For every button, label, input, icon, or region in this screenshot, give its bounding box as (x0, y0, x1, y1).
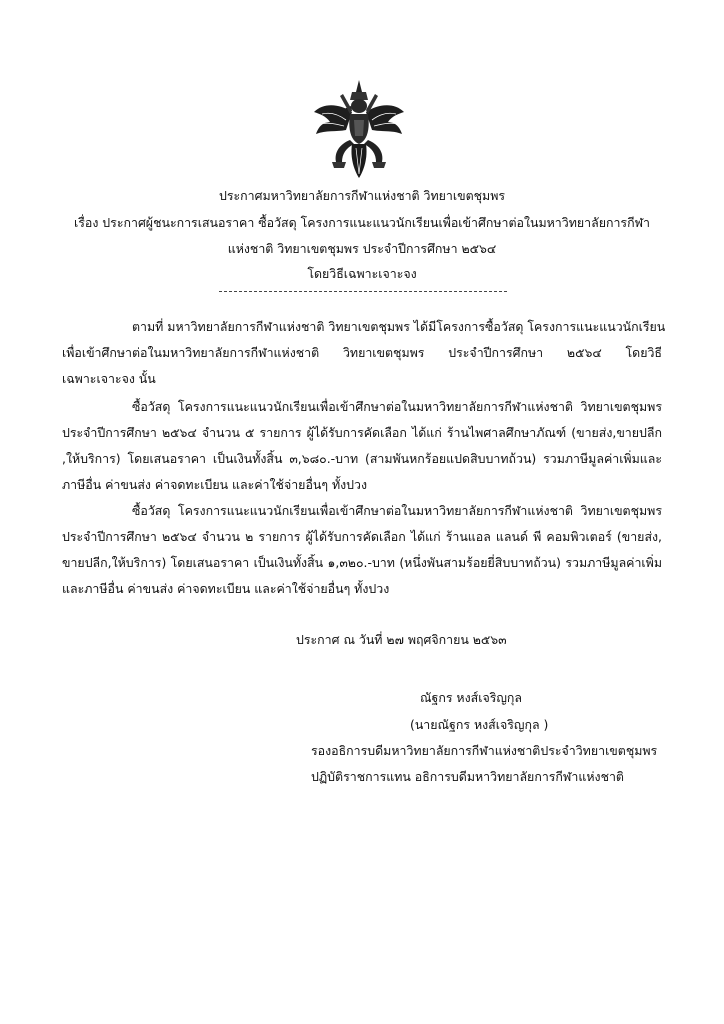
subject-line: เรื่อง ประกาศผู้ชนะการเสนอราคา ซื้อวัสดุ โครงการแนะแนวนักเรียนเพื่อเข้าศึกษาต่อในมหาวิทยาลัยการกีฬา (73, 215, 651, 230)
signer-acting-title: ปฏิบัติราชการแทน อธิการบดีมหาวิทยาลัยการกีฬาแห่งชาติ (311, 769, 624, 784)
paragraph-1-line-1: ตามที่ มหาวิทยาลัยการกีฬาแห่งชาติ วิทยาเขตชุมพร ได้มีโครงการซื้อวัสดุ โครงการแนะแนวนักเรียน (132, 319, 666, 334)
signer-title: รองอธิการบดีมหาวิทยาลัยการกีฬาแห่งชาติประจำวิทยาเขตชุมพร (311, 743, 658, 758)
paragraph-3-line-4: และภาษีอื่น ค่าขนส่ง ค่าจดทะเบียน และค่าใช้จ่ายอื่นๆ ทั้งปวง (62, 581, 390, 596)
announcement-title: ประกาศมหาวิทยาลัยการกีฬาแห่งชาติ วิทยาเขตชุมพร (218, 188, 506, 203)
separator-line (219, 291, 507, 292)
garuda-emblem-icon (310, 78, 408, 184)
paragraph-1-line-2: เพื่อเข้าศึกษาต่อในมหาวิทยาลัยการกีฬาแห่งชาติ วิทยาเขตชุมพร ประจำปีการศึกษา ๒๕๖๔ โดยวิธี (62, 345, 662, 360)
signer-name: ณัฐกร หงส์เจริญกุล (420, 690, 523, 705)
method-line: โดยวิธีเฉพาะเจาะจง (307, 266, 417, 281)
subject-line-continued: แห่งชาติ วิทยาเขตชุมพร ประจำปีการศึกษา ๒๕๖๔ (227, 241, 497, 256)
paragraph-2-line-3: ,ให้บริการ) โดยเสนอราคา เป็นเงินทั้งสิ้น ๓,๖๘๐.-บาท (สามพันหกร้อยแปดสิบบาทถ้วน) รวมภาษีมูลค่าเพิ่มและ (62, 451, 662, 466)
paragraph-3-line-3: ขายปลีก,ให้บริการ) โดยเสนอราคา เป็นเงินทั้งสิ้น ๑,๓๒๐.-บาท (หนึ่งพันสามร้อยยี่สิบบาทถ้วน) รวมภาษีมูลค่าเพิ่ม (62, 555, 662, 570)
announcement-date: ประกาศ ณ วันที่ ๒๗ พฤศจิกายน ๒๕๖๓ (296, 632, 507, 647)
paragraph-3-line-1: ซื้อวัสดุ โครงการแนะแนวนักเรียนเพื่อเข้าศึกษาต่อในมหาวิทยาลัยการกีฬาแห่งชาติ วิทยาเขตชุมพร (132, 503, 662, 518)
signer-full-name: (นายณัฐกร หงส์เจริญกุล ) (410, 717, 549, 732)
paragraph-2-line-2: ประจำปีการศึกษา ๒๕๖๔ จำนวน ๕ รายการ ผู้ได้รับการคัดเลือก ได้แก่ ร้านไพศาลศึกษาภัณฑ์ (ขายส่ง,ขายปลีก (62, 425, 662, 440)
paragraph-2-line-4: ภาษีอื่น ค่าขนส่ง ค่าจดทะเบียน และค่าใช้จ่ายอื่นๆ ทั้งปวง (62, 477, 368, 492)
paragraph-3-line-2: ประจำปีการศึกษา ๒๕๖๔ จำนวน ๒ รายการ ผู้ได้รับการคัดเลือก ได้แก่ ร้านแอล แลนด์ พี คอมพิวเตอร์ (ขายส่ง, (62, 529, 662, 544)
paragraph-1-line-3: เฉพาะเจาะจง นั้น (62, 371, 156, 386)
paragraph-2-line-1: ซื้อวัสดุ โครงการแนะแนวนักเรียนเพื่อเข้าศึกษาต่อในมหาวิทยาลัยการกีฬาแห่งชาติ วิทยาเขตชุมพร (132, 399, 662, 414)
